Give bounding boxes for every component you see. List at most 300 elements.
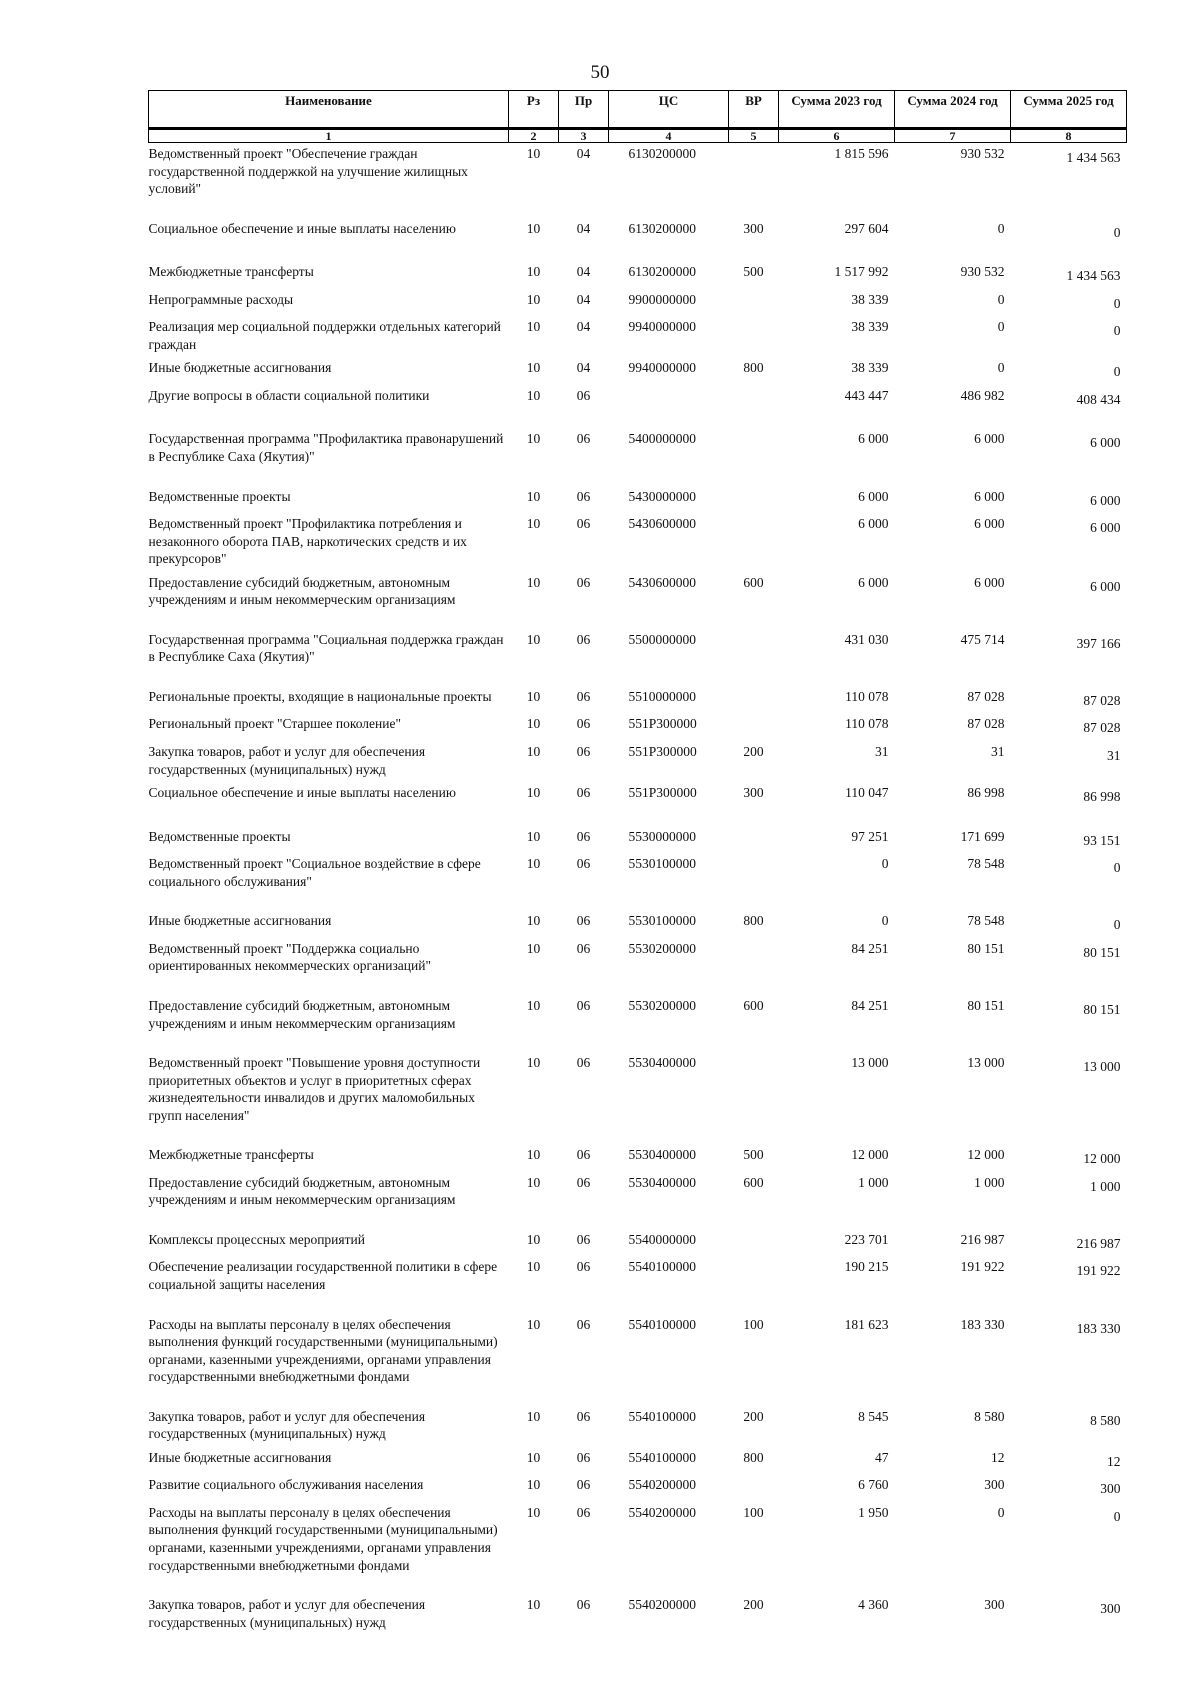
header-sum-2025: Сумма 2025 год — [1011, 91, 1127, 129]
row-sum-2023: 84 251 — [851, 997, 889, 1013]
table-row — [149, 1447, 1127, 1475]
row-sum-2023: 6 000 — [858, 431, 889, 447]
row-sum-2024: 12 — [991, 1449, 1005, 1465]
row-cs: 5540100000 — [628, 1408, 696, 1424]
row-rz: 10 — [526, 516, 541, 532]
row-sum-2024: 78 548 — [967, 856, 1005, 872]
row-rz: 10 — [526, 1449, 541, 1465]
row-vr: 600 — [743, 1174, 764, 1190]
row-vr — [729, 428, 779, 485]
row-pr: 06 — [576, 688, 591, 704]
row-cs: 5540100000 — [628, 1449, 696, 1465]
row-sum-2023: 84 251 — [851, 940, 889, 956]
row-name: Межбюджетные трансферты — [148, 264, 314, 280]
row-cs: 5500000000 — [628, 631, 696, 647]
row-pr: 06 — [576, 431, 591, 447]
row-sum-2023: 6 000 — [858, 488, 889, 504]
table-row — [149, 853, 1127, 910]
row-cs: 5530400000 — [628, 1147, 696, 1163]
row-vr — [729, 143, 779, 218]
row-sum-2025: 0 — [1113, 323, 1121, 339]
row-sum-2023: 47 — [875, 1449, 889, 1465]
column-number: 6 — [779, 129, 895, 143]
row-sum-2023: 38 339 — [851, 360, 889, 376]
row-sum-2025: 0 — [1113, 224, 1121, 240]
table-row — [149, 629, 1127, 686]
row-rz: 10 — [526, 856, 541, 872]
row-pr: 06 — [576, 1504, 591, 1520]
row-name: Иные бюджетные ассигнования — [148, 1449, 332, 1465]
row-sum-2023: 6 760 — [858, 1477, 889, 1493]
row-sum-2024: 183 330 — [960, 1316, 1005, 1332]
row-sum-2025: 1 000 — [1090, 1178, 1121, 1194]
row-pr: 06 — [576, 716, 591, 732]
row-sum-2025: 12 — [1107, 1453, 1121, 1469]
column-number: 1 — [149, 129, 509, 143]
row-sum-2023: 181 623 — [844, 1316, 889, 1332]
row-vr: 300 — [743, 785, 764, 801]
row-sum-2023: 1 950 — [858, 1504, 889, 1520]
row-pr: 04 — [576, 319, 591, 335]
row-sum-2025: 397 166 — [1076, 635, 1121, 651]
row-pr: 06 — [576, 1597, 591, 1613]
row-vr — [729, 1256, 779, 1313]
row-cs: 5540200000 — [628, 1477, 696, 1493]
header-sum-2023: Сумма 2023 год — [779, 91, 895, 129]
row-sum-2025: 31 — [1107, 748, 1121, 764]
row-cs: 5430600000 — [628, 516, 696, 532]
row-sum-2024: 0 — [997, 1504, 1005, 1520]
row-pr: 06 — [576, 1259, 591, 1275]
row-vr — [729, 686, 779, 714]
row-pr: 06 — [576, 516, 591, 532]
row-name: Иные бюджетные ассигнования — [148, 360, 332, 376]
row-sum-2025: 183 330 — [1076, 1320, 1121, 1336]
row-cs: 5530400000 — [628, 1174, 696, 1190]
header-row — [149, 91, 1127, 129]
table-row — [149, 1172, 1127, 1229]
row-sum-2023: 297 604 — [844, 220, 889, 236]
row-pr: 06 — [576, 856, 591, 872]
row-cs: 5430600000 — [628, 574, 696, 590]
row-rz: 10 — [526, 716, 541, 732]
row-name: Межбюджетные трансферты — [148, 1147, 314, 1163]
row-name: Предоставление субсидий бюджетным, автономным учреждениям и иным некоммерческим организациям — [148, 997, 456, 1031]
row-name: Другие вопросы в области социальной политики — [148, 387, 430, 403]
row-cs: 5530100000 — [628, 856, 696, 872]
row-rz: 10 — [526, 146, 541, 161]
row-name: Ведомственный проект "Социальное воздействие в сфере социального обслуживания" — [148, 856, 481, 889]
row-cs: 9940000000 — [628, 319, 696, 335]
row-sum-2025: 12 000 — [1083, 1151, 1121, 1167]
row-sum-2023: 110 078 — [845, 688, 889, 704]
table-row — [149, 1229, 1127, 1257]
header-pr: Пр — [559, 91, 609, 129]
row-cs: 5540100000 — [628, 1259, 696, 1275]
row-pr: 06 — [576, 631, 591, 647]
row-cs: 6130200000 — [628, 220, 696, 236]
row-cs: 9900000000 — [628, 291, 696, 307]
table-row — [149, 218, 1127, 262]
row-rz: 10 — [526, 387, 541, 403]
table-row — [149, 486, 1127, 514]
row-vr — [729, 316, 779, 357]
row-sum-2025: 6 000 — [1090, 435, 1121, 451]
row-sum-2025: 216 987 — [1076, 1235, 1121, 1251]
row-sum-2025: 87 028 — [1083, 720, 1121, 736]
row-cs: 5530400000 — [628, 1055, 696, 1071]
row-sum-2024: 31 — [991, 744, 1005, 760]
row-rz: 10 — [526, 785, 541, 801]
row-rz: 10 — [526, 913, 541, 929]
table-row — [149, 713, 1127, 741]
row-sum-2024: 0 — [997, 319, 1005, 335]
row-sum-2024: 1 000 — [974, 1174, 1005, 1190]
row-rz: 10 — [526, 1408, 541, 1424]
row-sum-2023: 0 — [881, 913, 889, 929]
row-sum-2025: 300 — [1100, 1601, 1121, 1617]
row-rz: 10 — [526, 264, 541, 280]
row-sum-2023: 97 251 — [851, 828, 889, 844]
row-sum-2023: 13 000 — [851, 1055, 889, 1071]
row-sum-2025: 0 — [1113, 1508, 1121, 1524]
row-pr: 06 — [576, 574, 591, 590]
row-cs: 5540200000 — [628, 1597, 696, 1613]
row-sum-2024: 171 699 — [960, 828, 1005, 844]
row-pr: 04 — [576, 291, 591, 307]
row-sum-2025: 0 — [1113, 295, 1121, 311]
row-sum-2024: 486 982 — [960, 387, 1005, 403]
row-cs: 5510000000 — [628, 688, 696, 704]
row-sum-2025: 0 — [1113, 860, 1121, 876]
table-row — [149, 1474, 1127, 1502]
row-sum-2025: 300 — [1100, 1481, 1121, 1497]
row-sum-2024: 0 — [997, 360, 1005, 376]
table-row — [149, 385, 1127, 429]
row-pr: 06 — [576, 785, 591, 801]
row-sum-2025: 13 000 — [1083, 1059, 1121, 1075]
column-number: 5 — [729, 129, 779, 143]
row-vr: 600 — [743, 997, 764, 1013]
table-row — [149, 261, 1127, 289]
column-number: 3 — [559, 129, 609, 143]
table-row — [149, 357, 1127, 385]
header-sum-2024: Сумма 2024 год — [895, 91, 1011, 129]
row-pr: 06 — [576, 1231, 591, 1247]
table-row — [149, 938, 1127, 995]
row-vr: 500 — [743, 264, 764, 280]
row-sum-2025: 8 580 — [1090, 1412, 1121, 1428]
row-pr: 04 — [576, 360, 591, 376]
row-pr: 06 — [576, 387, 591, 403]
row-pr: 06 — [576, 828, 591, 844]
row-name: Ведомственный проект "Обеспечение граждан государственной поддержкой на улучшение жилищных условий" — [148, 146, 468, 197]
row-vr — [729, 1052, 779, 1144]
row-sum-2024: 13 000 — [967, 1055, 1005, 1071]
row-sum-2024: 475 714 — [960, 631, 1005, 647]
row-name: Комплексы процессных мероприятий — [148, 1231, 365, 1247]
header-name: Наименование — [149, 91, 509, 129]
row-pr: 04 — [576, 264, 591, 280]
table-row — [149, 1052, 1127, 1144]
row-sum-2024: 0 — [997, 220, 1005, 236]
row-sum-2023: 8 545 — [858, 1408, 889, 1424]
row-sum-2024: 216 987 — [960, 1231, 1005, 1247]
header-rz: Рз — [509, 91, 559, 129]
row-sum-2023: 443 447 — [844, 387, 889, 403]
row-name: Расходы на выплаты персоналу в целях обеспечения выполнения функций государственными (муниципальными) органами, казенными учреждениями, органами управления государственными внебюджетными фондами — [148, 1316, 498, 1385]
row-cs: 5540200000 — [628, 1504, 696, 1520]
row-rz: 10 — [526, 940, 541, 956]
table-row — [149, 741, 1127, 782]
row-rz: 10 — [526, 744, 541, 760]
row-name: Иные бюджетные ассигнования — [148, 913, 332, 929]
row-sum-2025: 6 000 — [1090, 520, 1121, 536]
row-name: Ведомственный проект "Поддержка социально ориентированных некоммерческих организаций" — [148, 940, 431, 974]
row-rz: 10 — [526, 488, 541, 504]
row-cs: 5530200000 — [628, 940, 696, 956]
row-vr — [729, 853, 779, 910]
row-cs: 5540000000 — [628, 1231, 696, 1247]
row-sum-2024: 6 000 — [974, 574, 1005, 590]
row-rz: 10 — [526, 574, 541, 590]
row-name: Ведомственный проект "Профилактика потребления и незаконного оборота ПАВ, наркотических средств и их прекурсоров" — [148, 516, 467, 567]
row-rz: 10 — [526, 1055, 541, 1071]
header-cs: ЦС — [609, 91, 729, 129]
row-rz: 10 — [526, 291, 541, 307]
table-row — [149, 1594, 1127, 1635]
row-rz: 10 — [526, 828, 541, 844]
row-cs: 551P300000 — [628, 785, 697, 801]
row-sum-2025: 87 028 — [1083, 692, 1121, 708]
row-sum-2024: 87 028 — [967, 688, 1005, 704]
column-number: 7 — [895, 129, 1011, 143]
row-rz: 10 — [526, 1597, 541, 1613]
row-vr — [729, 713, 779, 741]
row-name: Реализация мер социальной поддержки отдельных категорий граждан — [148, 319, 501, 352]
row-name: Социальное обеспечение и иные выплаты населению — [148, 220, 456, 236]
row-sum-2024: 78 548 — [967, 913, 1005, 929]
row-rz: 10 — [526, 1477, 541, 1493]
row-sum-2023: 31 — [875, 744, 889, 760]
row-sum-2023: 1 517 992 — [834, 264, 889, 280]
row-vr — [729, 1474, 779, 1502]
table-row — [149, 1502, 1127, 1594]
row-vr — [729, 513, 779, 572]
table-row — [149, 1406, 1127, 1447]
row-rz: 10 — [526, 431, 541, 447]
row-rz: 10 — [526, 1147, 541, 1163]
row-vr — [729, 1229, 779, 1257]
row-vr: 200 — [743, 744, 764, 760]
table-row — [149, 826, 1127, 854]
row-sum-2024: 6 000 — [974, 431, 1005, 447]
row-vr: 200 — [743, 1597, 764, 1613]
column-number: 8 — [1011, 129, 1127, 143]
row-sum-2023: 1 000 — [858, 1174, 889, 1190]
row-name: Государственная программа "Профилактика правонарушений в Республике Саха (Якутия)" — [148, 431, 504, 465]
row-sum-2025: 6 000 — [1090, 492, 1121, 508]
row-sum-2024: 930 532 — [960, 264, 1005, 280]
row-sum-2023: 110 078 — [845, 716, 889, 732]
row-sum-2024: 86 998 — [967, 785, 1005, 801]
row-vr: 800 — [743, 1449, 764, 1465]
row-sum-2025: 93 151 — [1083, 832, 1121, 848]
row-sum-2023: 38 339 — [851, 319, 889, 335]
row-cs: 5430000000 — [628, 488, 696, 504]
row-name: Закупка товаров, работ и услуг для обеспечения государственных (муниципальных) нужд — [148, 744, 426, 777]
row-sum-2024: 6 000 — [974, 488, 1005, 504]
row-name: Ведомственные проекты — [148, 488, 291, 504]
row-cs: 9940000000 — [628, 360, 696, 376]
table-row — [149, 1144, 1127, 1172]
row-rz: 10 — [526, 997, 541, 1013]
row-pr: 06 — [576, 1316, 591, 1332]
table-row — [149, 289, 1127, 317]
column-number: 2 — [509, 129, 559, 143]
row-sum-2023: 431 030 — [844, 631, 889, 647]
row-cs: 5530100000 — [628, 913, 696, 929]
row-rz: 10 — [526, 220, 541, 236]
row-sum-2023: 190 215 — [844, 1259, 889, 1275]
table-row — [149, 995, 1127, 1052]
row-rz: 10 — [526, 1504, 541, 1520]
row-rz: 10 — [526, 688, 541, 704]
row-sum-2023: 110 047 — [845, 785, 889, 801]
row-rz: 10 — [526, 1231, 541, 1247]
row-sum-2025: 408 434 — [1076, 391, 1121, 407]
row-sum-2025: 80 151 — [1083, 944, 1121, 960]
row-sum-2025: 6 000 — [1090, 578, 1121, 594]
row-name: Региональные проекты, входящие в национальные проекты — [148, 688, 492, 704]
row-vr: 100 — [743, 1504, 764, 1520]
row-rz: 10 — [526, 1259, 541, 1275]
row-cs: 6130200000 — [628, 146, 696, 161]
row-name: Региональный проект "Старшее поколение" — [148, 716, 401, 732]
row-sum-2025: 1 434 563 — [1066, 268, 1121, 284]
row-pr: 06 — [576, 913, 591, 929]
row-vr: 600 — [743, 574, 764, 590]
row-vr: 800 — [743, 360, 764, 376]
table-row — [149, 513, 1127, 572]
row-sum-2023: 1 815 596 — [834, 146, 889, 161]
row-pr: 06 — [576, 1408, 591, 1424]
column-number-row — [149, 129, 1127, 143]
row-cs: 5530000000 — [628, 828, 696, 844]
budget-table — [148, 90, 1127, 1635]
row-vr: 100 — [743, 1316, 764, 1332]
row-name: Закупка товаров, работ и услуг для обеспечения государственных (муниципальных) нужд — [148, 1597, 426, 1630]
table-row — [149, 572, 1127, 629]
row-cs: 5540100000 — [628, 1316, 696, 1332]
row-name: Социальное обеспечение и иные выплаты населению — [148, 785, 456, 801]
row-pr: 06 — [576, 488, 591, 504]
row-vr — [729, 289, 779, 317]
row-vr — [729, 629, 779, 686]
row-sum-2023: 6 000 — [858, 516, 889, 532]
row-sum-2023: 38 339 — [851, 291, 889, 307]
row-sum-2024: 87 028 — [967, 716, 1005, 732]
row-name: Непрограммные расходы — [148, 291, 294, 307]
table-row — [149, 1314, 1127, 1406]
row-vr: 300 — [743, 220, 764, 236]
row-vr: 500 — [743, 1147, 764, 1163]
row-rz: 10 — [526, 319, 541, 335]
row-sum-2023: 12 000 — [851, 1147, 889, 1163]
row-sum-2025: 80 151 — [1083, 1001, 1121, 1017]
page-number: 50 — [590, 62, 610, 83]
table-row — [149, 1256, 1127, 1313]
row-name: Предоставление субсидий бюджетным, автономным учреждениям и иным некоммерческим организациям — [148, 1174, 456, 1208]
row-pr: 04 — [576, 220, 591, 236]
row-cs: 5530200000 — [628, 997, 696, 1013]
row-name: Развитие социального обслуживания населения — [148, 1477, 424, 1493]
row-pr: 04 — [576, 146, 591, 161]
row-pr: 06 — [576, 940, 591, 956]
row-sum-2024: 300 — [984, 1477, 1005, 1493]
row-sum-2024: 12 000 — [967, 1147, 1005, 1163]
table-body — [149, 143, 1127, 1636]
row-sum-2024: 930 532 — [960, 146, 1005, 161]
row-name: Ведомственные проекты — [148, 828, 291, 844]
row-vr — [729, 385, 779, 429]
row-cs: 551P300000 — [628, 744, 697, 760]
row-sum-2025: 1 434 563 — [1066, 150, 1121, 165]
table-row — [149, 428, 1127, 485]
row-sum-2024: 8 580 — [974, 1408, 1005, 1424]
row-rz: 10 — [526, 360, 541, 376]
row-vr — [729, 826, 779, 854]
row-rz: 10 — [526, 631, 541, 647]
row-pr: 06 — [576, 1174, 591, 1190]
table-row — [149, 686, 1127, 714]
row-sum-2024: 191 922 — [960, 1259, 1005, 1275]
table-row — [149, 143, 1127, 218]
row-name: Государственная программа "Социальная поддержка граждан в Республике Саха (Якутия)" — [148, 631, 504, 665]
row-vr: 200 — [743, 1408, 764, 1424]
row-pr: 06 — [576, 1055, 591, 1071]
column-number: 4 — [609, 129, 729, 143]
row-sum-2024: 80 151 — [967, 997, 1005, 1013]
row-name: Закупка товаров, работ и услуг для обеспечения государственных (муниципальных) нужд — [148, 1408, 426, 1442]
row-rz: 10 — [526, 1174, 541, 1190]
row-name: Ведомственный проект "Повышение уровня доступности приоритетных объектов и услуг в приоритетных сферах жизнедеятельности инвалидов и других маломобильных групп населения" — [148, 1055, 481, 1123]
row-sum-2023: 6 000 — [858, 574, 889, 590]
row-rz: 10 — [526, 1316, 541, 1332]
row-sum-2024: 6 000 — [974, 516, 1005, 532]
row-pr: 06 — [576, 997, 591, 1013]
row-sum-2025: 0 — [1113, 364, 1121, 380]
row-name: Обеспечение реализации государственной политики в сфере социальной защиты населения — [148, 1259, 498, 1292]
row-pr: 06 — [576, 1477, 591, 1493]
row-sum-2025: 0 — [1113, 917, 1121, 933]
row-sum-2024: 0 — [997, 291, 1005, 307]
row-vr: 800 — [743, 913, 764, 929]
table-row — [149, 316, 1127, 357]
row-sum-2024: 80 151 — [967, 940, 1005, 956]
row-pr: 06 — [576, 1147, 591, 1163]
row-cs: 551P300000 — [628, 716, 697, 732]
row-name: Предоставление субсидий бюджетным, автономным учреждениям и иным некоммерческим организациям — [148, 574, 456, 608]
row-name: Расходы на выплаты персоналу в целях обеспечения выполнения функций государственными (муниципальными) органами, казенными учреждениями, органами управления государственными внебюджетными фондами — [148, 1504, 498, 1573]
row-sum-2024: 300 — [984, 1597, 1005, 1613]
row-sum-2023: 0 — [881, 856, 889, 872]
row-pr: 06 — [576, 1449, 591, 1465]
row-pr: 06 — [576, 744, 591, 760]
row-sum-2023: 223 701 — [844, 1231, 889, 1247]
row-cs — [609, 385, 729, 429]
table-row — [149, 782, 1127, 826]
